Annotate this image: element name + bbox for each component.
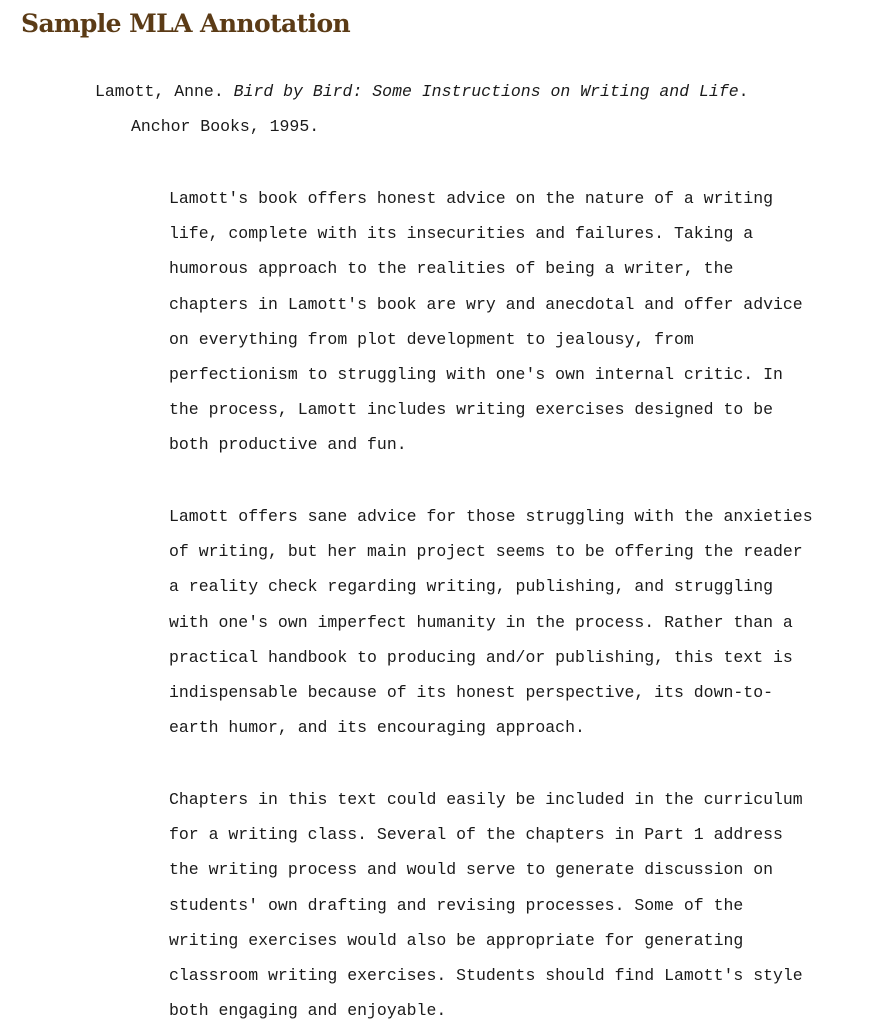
citation-title-end: . [738, 82, 749, 101]
annotation-line: practical handbook to producing and/or publishing, this text is [169, 647, 793, 667]
page-title: Sample MLA Annotation [21, 9, 351, 38]
annotation-line: both engaging and enjoyable. [169, 1001, 447, 1021]
annotation-line: perfectionism to struggling with one's own internal critic. In [169, 364, 783, 384]
annotation-paragraph-application [169, 782, 869, 1028]
annotation-line: the process, Lamott includes writing exercises designed to be [169, 400, 773, 420]
annotation-line: Lamott offers sane advice for those struggling with the anxieties [169, 507, 813, 526]
annotation-line: writing exercises would also be appropriate for generating [169, 930, 744, 950]
annotation-line: earth humor, and its encouraging approach. [169, 718, 585, 738]
citation-publisher: Anchor Books, 1995. [131, 117, 320, 136]
annotation-line: of writing, but her main project seems to be offering the reader [169, 542, 803, 562]
annotation-line: indispensable because of its honest perspective, its down-to- [169, 682, 773, 702]
citation-line-1 [95, 80, 749, 104]
citation-author: Lamott, Anne. [95, 82, 224, 101]
annotation-paragraph-evaluation [169, 499, 869, 745]
annotation-line: humorous approach to the realities of being a writer, the [169, 259, 734, 279]
annotation-line: with one's own imperfect humanity in the process. Rather than a [169, 612, 793, 632]
annotation-line: classroom writing exercises. Students should find Lamott's style [169, 965, 803, 985]
annotation-line: both productive and fun. [169, 435, 407, 455]
annotation-line: the writing process and would serve to generate discussion on [169, 860, 773, 880]
annotation-line: Chapters in this text could easily be included in the curriculum [169, 790, 803, 809]
annotation-line: Lamott's book offers honest advice on the nature of a writing [169, 189, 773, 208]
annotation-line: life, complete with its insecurities and failures. Taking a [169, 224, 754, 244]
annotation-line: for a writing class. Several of the chapters in Part 1 address [169, 825, 783, 845]
annotation-line: students' own drafting and revising processes. Some of the [169, 895, 744, 915]
annotation-line: a reality check regarding writing, publishing, and struggling [169, 577, 773, 597]
annotation-line: chapters in Lamott's book are wry and anecdotal and offer advice [169, 294, 803, 314]
citation-book-title: Bird by Bird: Some Instructions on Writing and Life [233, 82, 739, 101]
annotation-line: on everything from plot development to jealousy, from [169, 329, 694, 349]
annotation-paragraph-summary [169, 181, 869, 463]
